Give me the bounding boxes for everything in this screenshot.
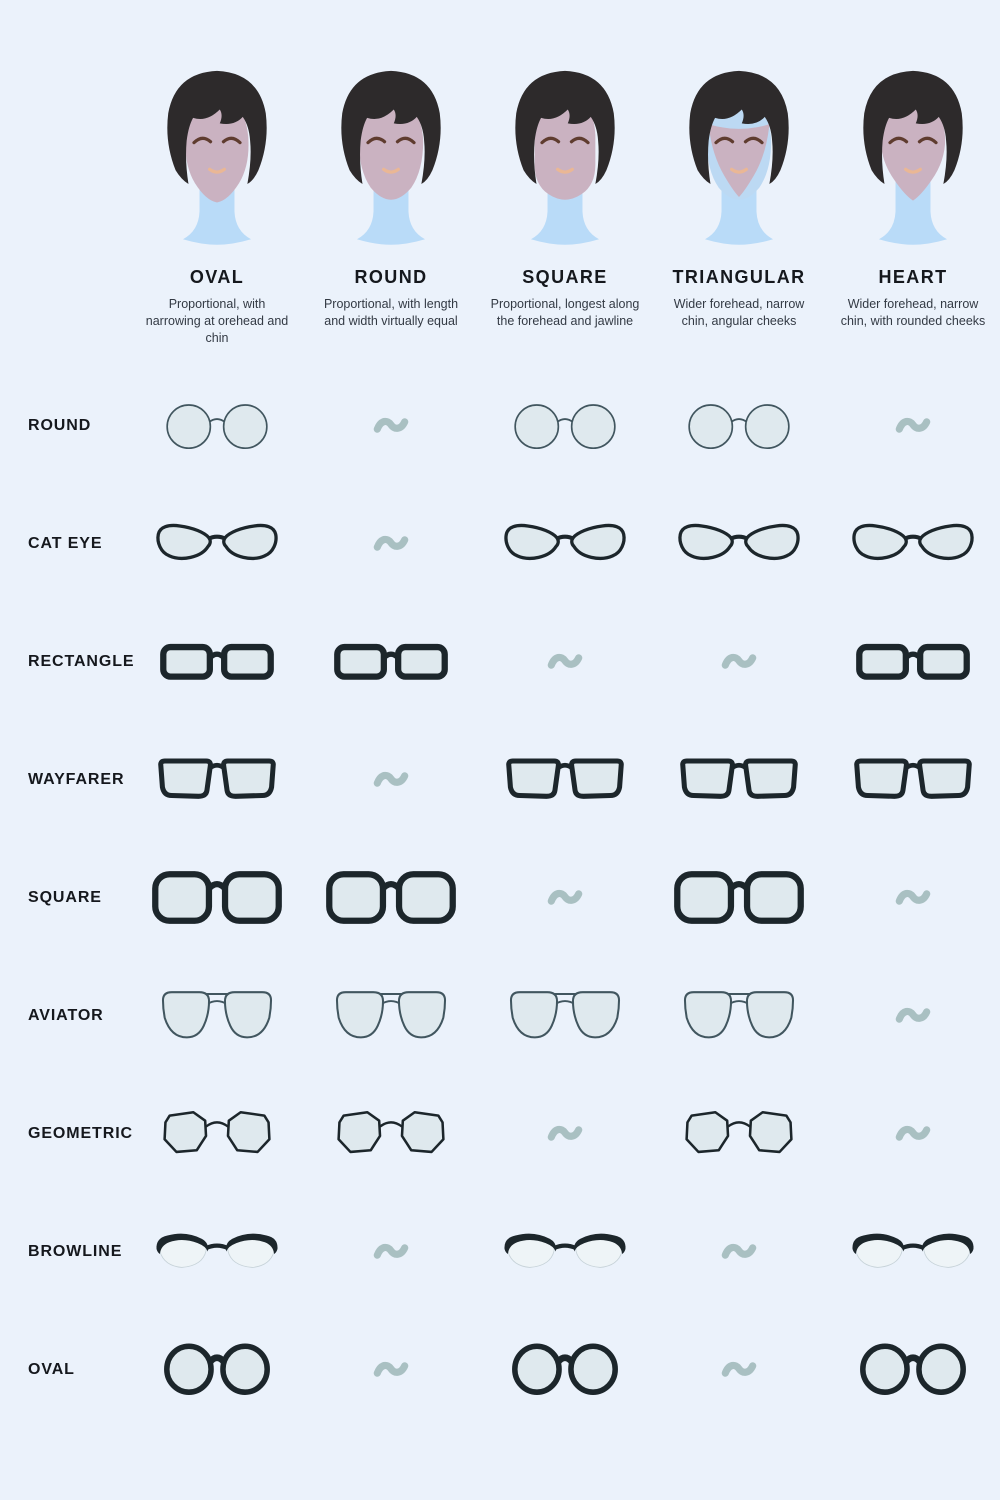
aviator-glasses-icon: [329, 986, 453, 1044]
face-illustration-heart-icon: [844, 58, 982, 259]
cell-geometric-square: [478, 1122, 652, 1145]
cell-square-triangular: [652, 868, 826, 927]
cell-square-oval: [130, 868, 304, 927]
browline-glasses-icon: [850, 1228, 976, 1275]
cell-square-square: [478, 886, 652, 909]
face-illustration-triangular-icon: [670, 58, 808, 259]
row-label-browline: BROWLINE: [28, 1242, 123, 1260]
glasses-row-rectangle: [0, 603, 1000, 721]
row-label-square: SQUARE: [28, 888, 102, 906]
rectangle-glasses-icon: [157, 639, 277, 684]
cell-browline-oval: [130, 1228, 304, 1275]
face-shape-description: Proportional, longest along the forehead and jawline: [490, 297, 640, 328]
glasses-row-wayfarer: [0, 721, 1000, 839]
tilde-squiggle-icon: [373, 532, 409, 555]
tilde-squiggle-icon: [373, 768, 409, 791]
tilde-squiggle-icon: [721, 650, 757, 673]
tilde-squiggle-icon: [547, 1122, 583, 1145]
fit-matrix: [0, 367, 1000, 1429]
face-shape-description: Wider forehead, narrow chin, with rounded cheeks: [840, 297, 986, 328]
browline-glasses-icon: [154, 1228, 280, 1275]
cell-aviator-heart: [826, 1004, 1000, 1027]
aviator-glasses-icon: [677, 986, 801, 1044]
cell-aviator-triangular: [652, 986, 826, 1044]
geometric-glasses-icon: [331, 1108, 451, 1159]
cell-cat-eye-oval: [130, 521, 304, 566]
glasses-row-geometric: [0, 1075, 1000, 1193]
cell-wayfarer-round: [304, 768, 478, 791]
face-shape-column-heart: [826, 58, 1000, 347]
cell-cat-eye-square: [478, 521, 652, 566]
cell-browline-round: [304, 1240, 478, 1263]
rectangle-glasses-icon: [331, 639, 451, 684]
geometric-glasses-icon: [157, 1108, 277, 1159]
face-shape-name: TRIANGULAR: [672, 267, 806, 287]
tilde-squiggle-icon: [373, 414, 409, 437]
cell-cat-eye-round: [304, 532, 478, 555]
tilde-squiggle-icon: [895, 1004, 931, 1027]
face-shape-name: OVAL: [189, 267, 245, 287]
cell-aviator-round: [304, 986, 478, 1044]
cell-oval-triangular: [652, 1358, 826, 1381]
cell-rectangle-oval: [130, 639, 304, 684]
cell-rectangle-round: [304, 639, 478, 684]
tilde-squiggle-icon: [373, 1240, 409, 1263]
face-shape-column-square: [478, 58, 652, 347]
browline-glasses-icon: [502, 1228, 628, 1275]
cell-square-heart: [826, 886, 1000, 909]
row-label-round: ROUND: [28, 416, 92, 434]
cell-round-triangular: [652, 400, 826, 452]
row-label-geometric: GEOMETRIC: [28, 1124, 133, 1142]
cell-round-heart: [826, 414, 1000, 437]
cell-cat-eye-triangular: [652, 521, 826, 566]
face-shape-column-oval: [130, 58, 304, 347]
cell-rectangle-triangular: [652, 650, 826, 673]
face-shape-column-triangular: [652, 58, 826, 347]
face-shape-name: HEART: [878, 267, 948, 287]
round-glasses-icon: [511, 400, 619, 452]
round-glasses-icon: [685, 400, 793, 452]
row-label-rectangle: RECTANGLE: [28, 652, 135, 670]
cat-eye-glasses-icon: [677, 521, 801, 566]
cell-aviator-square: [478, 986, 652, 1044]
tilde-squiggle-icon: [895, 1122, 931, 1145]
cell-cat-eye-heart: [826, 521, 1000, 566]
face-illustration-oval-icon: [148, 58, 286, 259]
geometric-glasses-icon: [679, 1108, 799, 1159]
square-glasses-icon: [149, 868, 285, 927]
glasses-row-oval: [0, 1311, 1000, 1429]
row-label-cat-eye: CAT EYE: [28, 534, 103, 552]
cell-round-round: [304, 414, 478, 437]
cell-rectangle-square: [478, 650, 652, 673]
glasses-row-aviator: [0, 957, 1000, 1075]
tilde-squiggle-icon: [895, 414, 931, 437]
cell-oval-oval: [130, 1342, 304, 1396]
cell-geometric-heart: [826, 1122, 1000, 1145]
cat-eye-glasses-icon: [155, 521, 279, 566]
square-glasses-icon: [671, 868, 807, 927]
tilde-squiggle-icon: [373, 1358, 409, 1381]
face-shape-description: Wider forehead, narrow chin, angular cheeks: [673, 297, 805, 328]
row-label-aviator: AVIATOR: [28, 1006, 104, 1024]
tilde-squiggle-icon: [721, 1358, 757, 1381]
cell-aviator-oval: [130, 986, 304, 1044]
cell-browline-triangular: [652, 1240, 826, 1263]
rectangle-glasses-icon: [853, 639, 973, 684]
cat-eye-glasses-icon: [851, 521, 975, 566]
row-label-wayfarer: WAYFARER: [28, 770, 125, 788]
row-label-oval: OVAL: [28, 1360, 75, 1378]
round-glasses-icon: [163, 400, 271, 452]
oval-glasses-icon: [508, 1342, 622, 1396]
cell-round-oval: [130, 400, 304, 452]
face-shape-description: Proportional, with length and width virtually equal: [323, 297, 459, 328]
oval-glasses-icon: [160, 1342, 274, 1396]
cell-wayfarer-heart: [826, 756, 1000, 803]
wayfarer-glasses-icon: [154, 756, 280, 803]
glasses-row-browline: [0, 1193, 1000, 1311]
cell-oval-heart: [826, 1342, 1000, 1396]
wayfarer-glasses-icon: [676, 756, 802, 803]
face-shape-name: SQUARE: [522, 267, 608, 287]
cell-round-square: [478, 400, 652, 452]
cell-oval-square: [478, 1342, 652, 1396]
tilde-squiggle-icon: [547, 886, 583, 909]
tilde-squiggle-icon: [895, 886, 931, 909]
glasses-row-cat-eye: [0, 485, 1000, 603]
cell-wayfarer-square: [478, 756, 652, 803]
cell-browline-heart: [826, 1228, 1000, 1275]
cat-eye-glasses-icon: [503, 521, 627, 566]
aviator-glasses-icon: [155, 986, 279, 1044]
cell-square-round: [304, 868, 478, 927]
wayfarer-glasses-icon: [502, 756, 628, 803]
square-glasses-icon: [323, 868, 459, 927]
cell-wayfarer-triangular: [652, 756, 826, 803]
tilde-squiggle-icon: [547, 650, 583, 673]
cell-rectangle-heart: [826, 639, 1000, 684]
face-illustration-round-icon: [322, 58, 460, 259]
cell-oval-round: [304, 1358, 478, 1381]
face-illustration-square-icon: [496, 58, 634, 259]
face-shape-name: ROUND: [354, 267, 428, 287]
wayfarer-glasses-icon: [850, 756, 976, 803]
face-shape-header-row: [0, 58, 1000, 347]
cell-geometric-oval: [130, 1108, 304, 1159]
glasses-row-round: [0, 367, 1000, 485]
tilde-squiggle-icon: [721, 1240, 757, 1263]
cell-wayfarer-oval: [130, 756, 304, 803]
face-shape-column-round: [304, 58, 478, 347]
aviator-glasses-icon: [503, 986, 627, 1044]
cell-geometric-round: [304, 1108, 478, 1159]
oval-glasses-icon: [856, 1342, 970, 1396]
face-shape-description: Proportional, with narrowing at orehead and chin: [145, 297, 289, 345]
cell-browline-square: [478, 1228, 652, 1275]
cell-geometric-triangular: [652, 1108, 826, 1159]
glasses-row-square: [0, 839, 1000, 957]
header-spacer: [0, 58, 130, 347]
